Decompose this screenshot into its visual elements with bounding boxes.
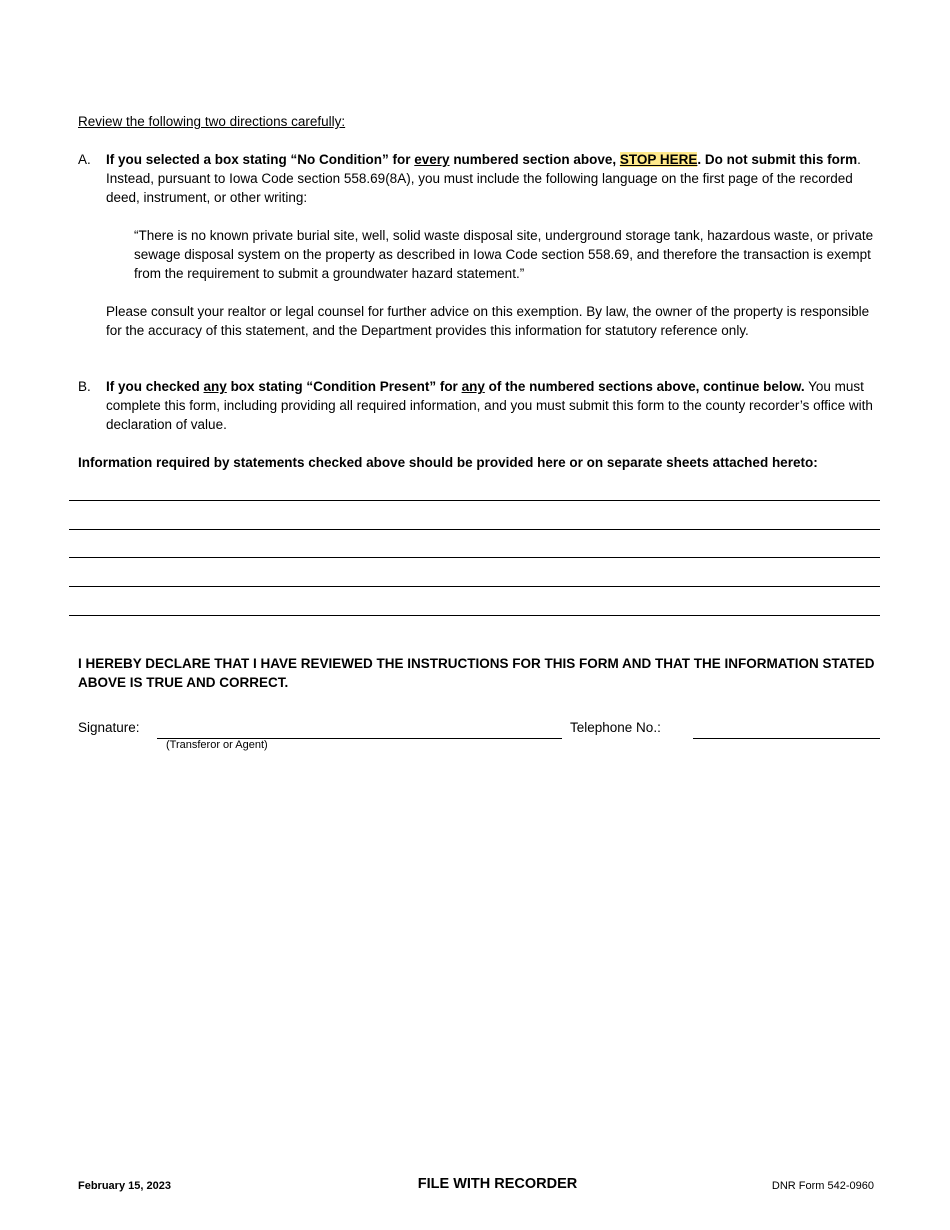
any-emphasis-1: any: [203, 379, 227, 394]
direction-b-text: [106, 377, 878, 434]
info-required-heading: Information required by statements checked above should be provided here or on separate sheets attached hereto:: [78, 455, 818, 470]
directions-intro: Review the following two directions carefully:: [78, 114, 346, 129]
direction-b-rest: You must complete this form, including providing all required information, and you must submit this form to the county recorder’s office with declaration of value.: [106, 379, 873, 432]
telephone-field[interactable]: [693, 738, 880, 739]
exemption-quote: “There is no known private burial site, well, solid waste disposal site, underground storage tank, hazardous waste, or private sewage disposal system on the property as described in Iowa Code section 558.69, and therefore the transaction is exempt from the requirement to submit a groundwater hazard statement.”: [134, 228, 874, 281]
footer-date: February 15, 2023: [78, 1180, 171, 1192]
direction-a-letter: A.: [78, 152, 91, 167]
direction-a-bold-3: . Do not submit this form: [697, 152, 858, 167]
info-line-3[interactable]: [69, 557, 880, 558]
info-line-2[interactable]: [69, 529, 880, 530]
direction-b-bold-3: of the numbered sections above, continue below.: [484, 379, 805, 394]
any-emphasis-2: any: [461, 379, 485, 394]
every-emphasis: every: [414, 152, 450, 167]
footer-file-with-recorder: FILE WITH RECORDER: [417, 1176, 578, 1192]
footer-form-id: DNR Form 542-0960: [771, 1180, 874, 1192]
direction-b: [78, 377, 878, 434]
direction-a-bold-2: numbered section above,: [449, 152, 620, 167]
telephone-label: Telephone No.:: [570, 720, 661, 735]
consult-note: Please consult your realtor or legal counsel for further advice on this exemption. By law, the owner of the property is responsible for the accuracy of this statement, and the Department provides this information for statutory reference only.: [106, 304, 870, 338]
direction-a: [78, 150, 878, 207]
signature-label: Signature:: [78, 720, 140, 735]
direction-a-text: [106, 150, 878, 207]
signature-sublabel: (Transferor or Agent): [166, 739, 268, 751]
direction-b-bold-2: box stating “Condition Present” for: [226, 379, 462, 394]
direction-b-bold-1: If you checked: [106, 379, 204, 394]
declaration-statement: I HEREBY DECLARE THAT I HAVE REVIEWED THE INSTRUCTIONS FOR THIS FORM AND THAT THE INFORMATION STATED ABOVE IS TRUE AND CORRECT.: [78, 656, 875, 690]
direction-a-rest: . Instead, pursuant to Iowa Code section 558.69(8A), you must include the following language on the first page of the recorded deed, instrument, or other writing:: [106, 152, 861, 205]
stop-here-highlight: STOP HERE: [619, 152, 698, 167]
direction-a-bold-1: If you selected a box stating “No Condition” for: [106, 152, 415, 167]
direction-b-letter: B.: [78, 379, 91, 394]
info-line-1[interactable]: [69, 500, 880, 501]
info-line-4[interactable]: [69, 586, 880, 587]
info-line-5[interactable]: [69, 615, 880, 616]
